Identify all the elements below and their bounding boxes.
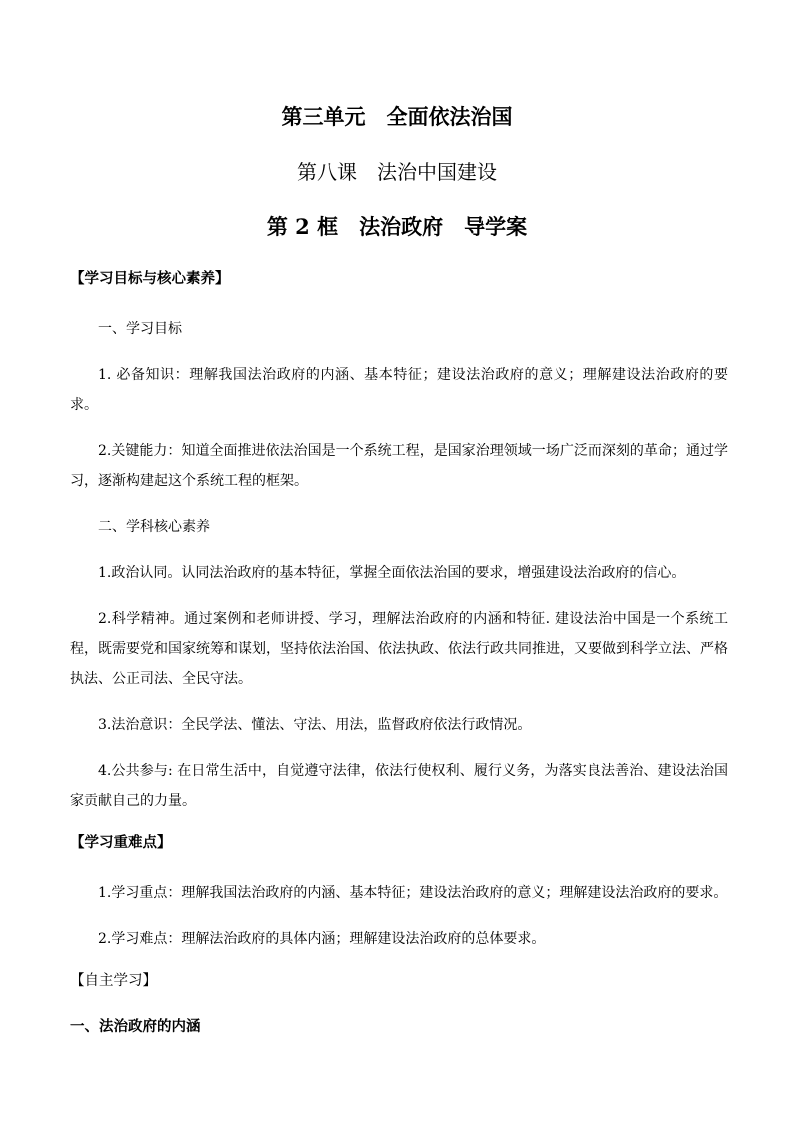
goals-paragraph-2: 2.关键能力：知道全面推进依法治国是一个系统工程，是国家治理领域一场广泛而深刻的革命；通过学习，逐渐构建起这个系统工程的框架。 bbox=[70, 443, 728, 489]
self-study-heading: 【自主学习】 bbox=[70, 973, 157, 989]
goals-paragraph-5: 3.法治意识：全民学法、懂法、守法、用法，监督政府依法行政情况。 bbox=[98, 717, 532, 733]
goals-paragraph-3: 1.政治认同。认同法治政府的基本特征，掌握全面依法治国的要求，增强建设法治政府的信心。 bbox=[98, 565, 686, 581]
lesson-title: 第八课 法治中国建设 bbox=[297, 160, 497, 184]
goals-paragraph-1: 1. 必备知识：理解我国法治政府的内涵、基本特征；建设法治政府的意义；理解建设法治政府的要求。 bbox=[70, 367, 728, 413]
key-points-paragraph-1: 1.学习重点：理解我国法治政府的内涵、基本特征；建设法治政府的意义；理解建设法治政府的要求。 bbox=[98, 885, 728, 901]
key-points-paragraph-2: 2.学习难点：理解法治政府的具体内涵；理解建设法治政府的总体要求。 bbox=[98, 931, 546, 947]
goals-subheading-1: 一、学习目标 bbox=[98, 321, 182, 337]
goals-heading: 【学习目标与核心素养】 bbox=[70, 270, 230, 287]
section-title: 第 2 框 法治政府 导学案 bbox=[266, 214, 528, 239]
self-study-subheading-1: 一、法治政府的内涵 bbox=[70, 1018, 201, 1035]
key-points-heading: 【学习重难点】 bbox=[70, 834, 172, 851]
goals-subheading-2: 二、学科核心素养 bbox=[98, 519, 210, 535]
unit-title: 第三单元 全面依法治国 bbox=[281, 104, 513, 129]
goals-paragraph-6: 4.公共参与: 在日常生活中，自觉遵守法律，依法行使权利、履行义务，为落实良法善治、建设法治国家贡献自己的力量。 bbox=[70, 763, 728, 809]
document-body bbox=[70, 268, 728, 1062]
goals-paragraph-4: 2.科学精神。通过案例和老师讲授、学习，理解法治政府的内涵和特征. 建设法治中国是一个系统工程，既需要党和国家统筹和谋划，坚持依法治国、依法执政、依法行政共同推进，又要做到科学立法、严格执法、公正司法、全民守法。 bbox=[70, 611, 728, 687]
